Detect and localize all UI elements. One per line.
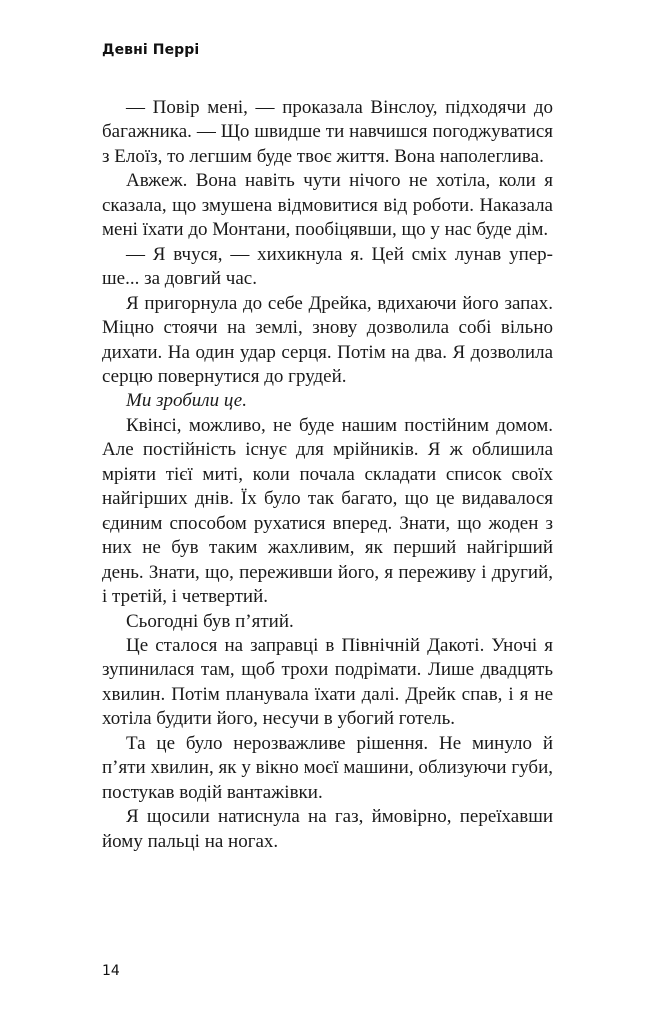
paragraph: — Я вчуся, — хихикнула я. Цей сміх лунав уперше... за довгий час. xyxy=(102,243,553,290)
paragraph: Та це було нерозважливе рішення. Не минуло й п’яти хвилин, як у вікно моєї машини, облизуючи губи, постукав водій вантажівки. xyxy=(102,732,553,803)
paragraph: Я пригорнула до себе Дрейка, вдихаючи його запах. Міцно стоячи на землі, знову дозволила собі вільно дихати. На один удар серця. Потім на два. Я дозволила серцю повернутися до грудей. xyxy=(102,292,553,387)
running-head: Девні Перрі xyxy=(102,42,200,58)
paragraph: Квінсі, можливо, не буде нашим постійним домом. Але постійність існує для мрійників. Я ж облишила мріяти тієї миті, коли почала складати список своїх найгірших днів. Їх було так багато, що це видавалося єдиним способом рухатися вперед. Знати, що жоден з них не був таким жахливим, як перший найгірший день. Знати, що, переживши його, я переживу і другий, і третій, і четвертий. xyxy=(102,414,553,608)
paragraph: — Повір мені, — проказала Вінслоу, підходячи до багажника. — Що швидше ти навчишся погоджуватися з Елоїз, то легшим буде твоє життя. Вона наполеглива. xyxy=(102,97,553,167)
paragraph: Це сталося на заправці в Північній Дакоті. Уночі я зупинилася там, щоб трохи подрімати. Лише двадцять хвилин. Потім планувала їхати далі. Дрейк спав, і я не хотіла будити його, несучи в убогий готель. xyxy=(102,634,553,730)
paragraph: Авжеж. Вона навіть чути нічого не хотіла, коли я сказала, що змушена відмовитися від роботи. Наказала мені їхати до Монтани, пообіцявши, що у нас буде дім. xyxy=(102,170,553,241)
italic-paragraph: Ми зробили це. xyxy=(126,390,247,412)
body-text xyxy=(102,96,553,854)
paragraph: Сьогодні був п’ятий. xyxy=(126,610,294,632)
paragraph: Я щосили натиснула на газ, ймовірно, переїхавши йому пальці на ногах. xyxy=(102,806,553,852)
page-number: 14 xyxy=(102,963,120,979)
